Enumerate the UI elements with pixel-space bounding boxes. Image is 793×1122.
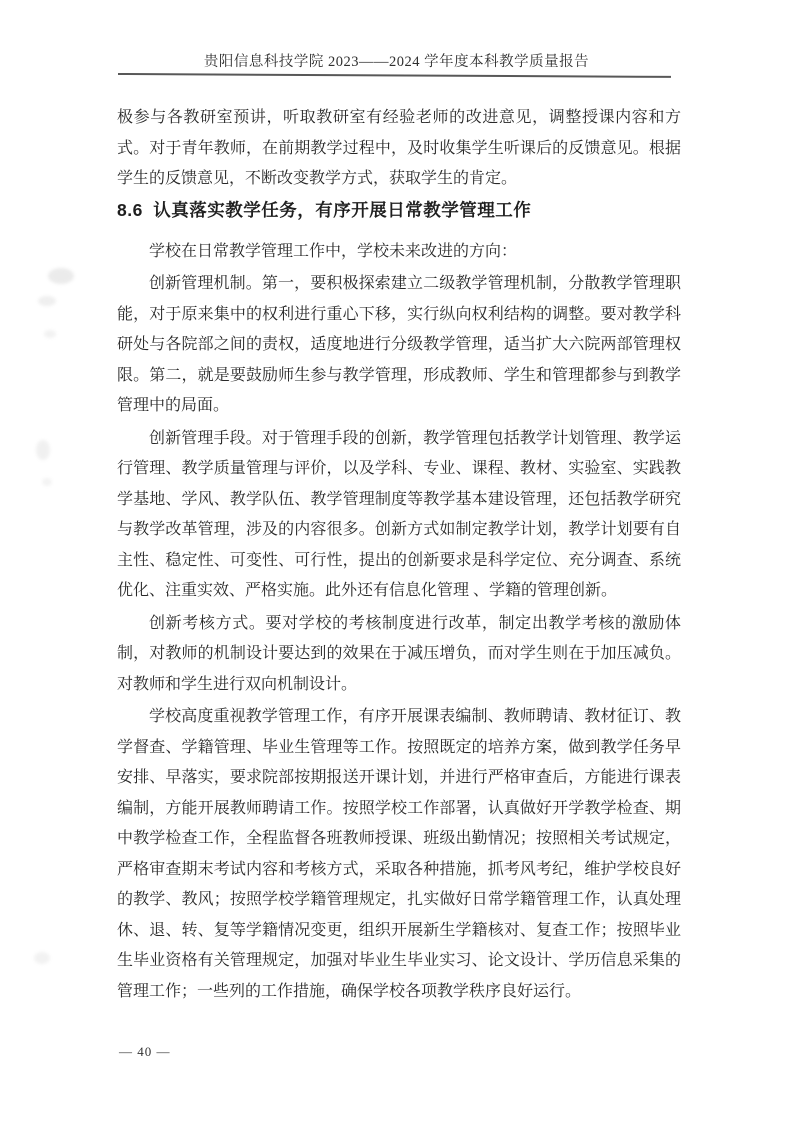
scan-artifact bbox=[34, 952, 50, 964]
intro-paragraph: 学校在日常教学管理工作中，学校未来改进的方向： bbox=[149, 242, 518, 260]
section-heading-8-6: 8.6 认真落实教学任务，有序开展日常教学管理工作 bbox=[117, 199, 532, 220]
document-body bbox=[117, 103, 681, 1009]
body-paragraph: 学校高度重视教学管理工作，有序开展课表编制、教师聘请、教材征订、教学督查、学籍管理、毕业生管理等工作。按照既定的培养方案，做到教学任务早安排、早落实，要求院部按期报送开课计划，并进行严格审查后，方能进行课表编制，方能开展教师聘请工作。按照学校工作部署，认真做好开学教学检查、期中教学检查工作，全程监督各班教师授课、班级出勤情况；按照相关考试规定，严格审查期末考试内容和考核方式，采取各种措施，抓考风考纪，维护学校良好的教学、教风；按照学校学籍管理规定，扎实做好日常学籍管理工作，认真处理休、退、转、复等学籍情况变更，组织开展新生学籍核对、复查工作；按照毕业生毕业资格有关管理规定，加强对毕业生毕业实习、论文设计、学历信息采集的管理工作；一些列的工作措施，确保学校各项教学秩序良好运行。 bbox=[117, 708, 681, 1000]
body-paragraph: 创新管理机制。第一，要积极探索建立二级教学管理机制，分散教学管理职能，对于原来集中的权利进行重心下移，实行纵向权利结构的调整。要对教学科研处与各院部之间的责权，适度地进行分级教学管理，适当扩大六院两部管理权限。第二，就是要鼓励师生参与教学管理，形成教师、学生和管理都参与到教学管理中的局面。 bbox=[117, 275, 681, 414]
header-rule bbox=[118, 73, 671, 78]
scan-artifact bbox=[42, 478, 52, 486]
scan-artifact bbox=[48, 268, 74, 284]
scan-artifact bbox=[44, 330, 56, 338]
scan-artifact bbox=[36, 440, 50, 460]
continuation-paragraph: 极参与各教研室预讲，听取教研室有经验老师的改进意见，调整授课内容和方式。对于青年教师，在前期教学过程中，及时收集学生听课后的反馈意见。根据学生的反馈意见，不断改变教学方式，获取学生的肯定。 bbox=[117, 109, 681, 187]
running-header-title: 贵阳信息科技学院 2023——2024 学年度本科教学质量报告 bbox=[203, 54, 590, 70]
page-number: — 40 — bbox=[119, 1044, 171, 1059]
body-paragraph: 创新管理手段。对于管理手段的创新，教学管理包括教学计划管理、教学运行管理、教学质量管理与评价，以及学科、专业、课程、教材、实验室、实践教学基地、学风、教学队伍、教学管理制度等教学基本建设管理，还包括教学研究与教学改革管理，涉及的内容很多。创新方式如制定教学计划，教学计划要有自主性、稳定性、可变性、可行性，提出的创新要求是科学定位、充分调查、系统优化、注重实效、严格实施。此外还有信息化管理 、学籍的管理创新。 bbox=[117, 429, 681, 599]
scan-artifact bbox=[38, 296, 56, 306]
body-paragraph: 创新考核方式。要对学校的考核制度进行改革，制定出教学考核的激励体制，对教师的机制设计要达到的效果在于减压增负，而对学生则在于加压减负。对教师和学生进行双向机制设计。 bbox=[117, 614, 681, 693]
